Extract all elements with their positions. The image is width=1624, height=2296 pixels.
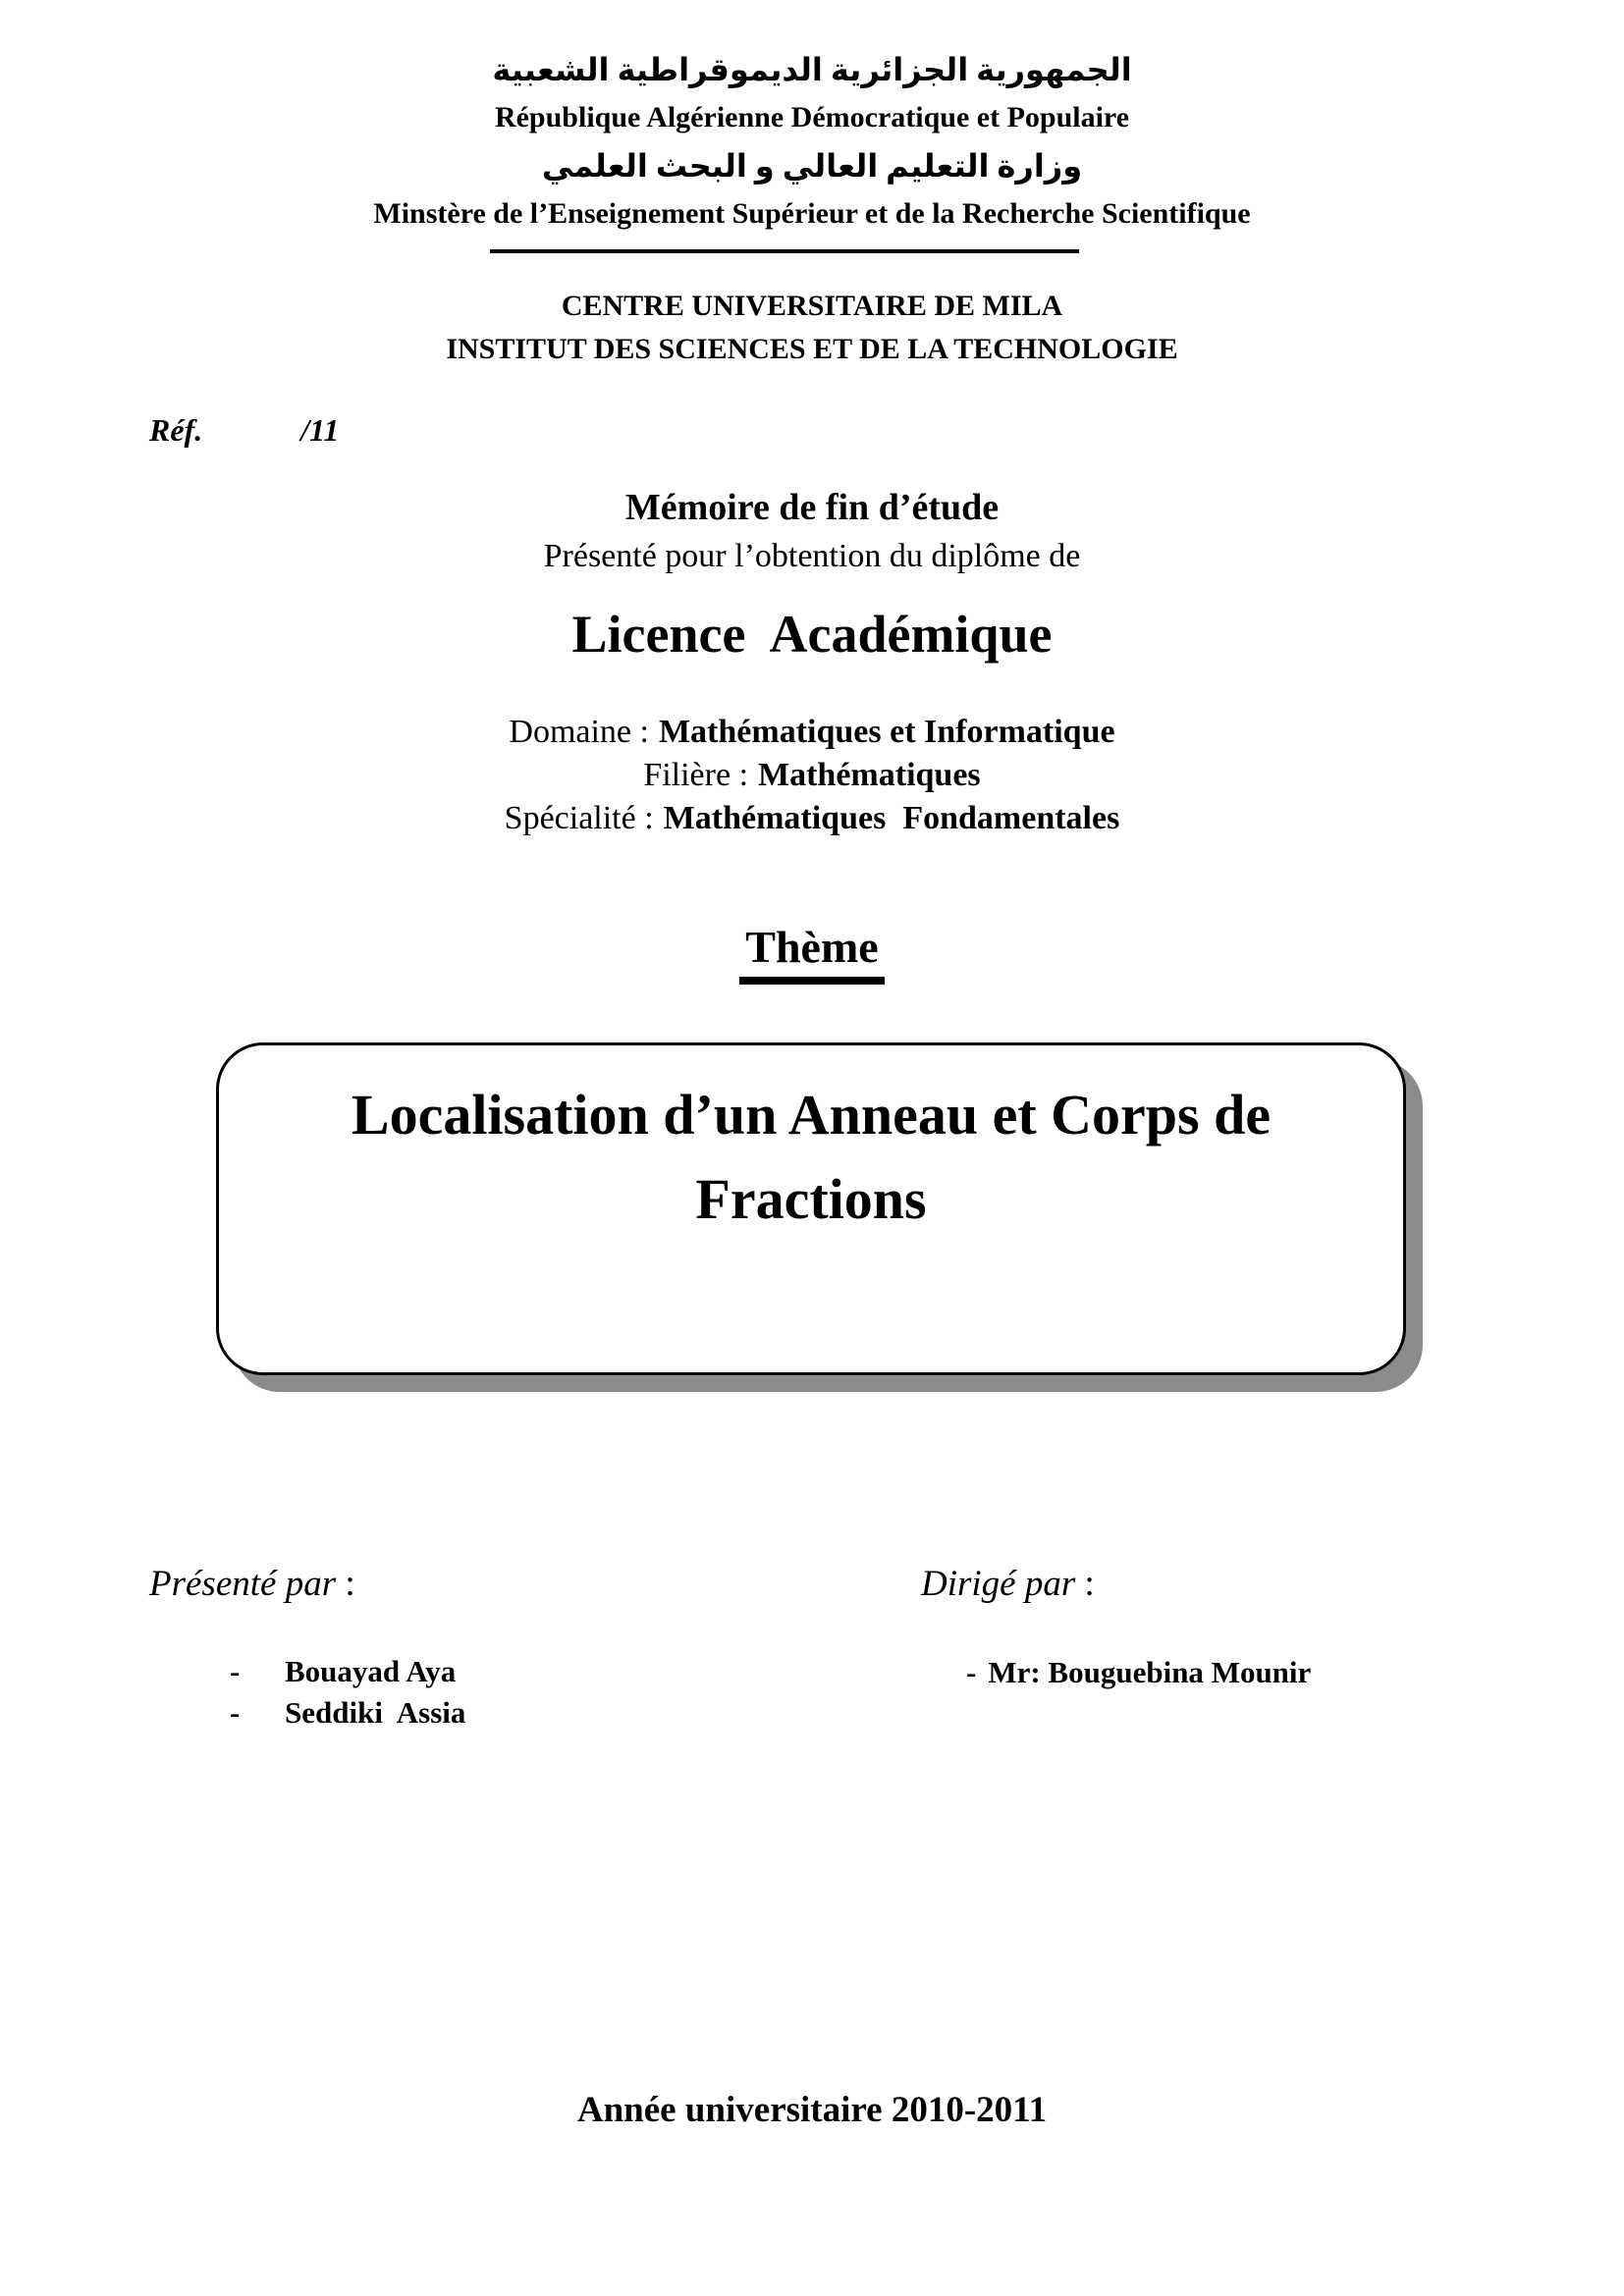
degree-block <box>0 604 1624 665</box>
footer-block <box>0 2089 1624 2131</box>
program-filiere-label: Filière : <box>643 757 749 793</box>
memoire-purpose: Présenté pour l’obtention du diplôme de <box>543 538 1081 574</box>
reference-line <box>149 412 339 449</box>
author-row <box>230 1692 465 1734</box>
thesis-title-line1: Localisation d’un Anneau et Corps de <box>351 1083 1272 1147</box>
directed-by-text: Dirigé par <box>921 1564 1076 1604</box>
academic-year: Année universitaire 2010-2011 <box>576 2090 1048 2130</box>
authors-list <box>230 1651 465 1734</box>
ministry-name-french: Minstère de l’Enseignement Supérieur et de la Recherche Scientifique <box>373 197 1251 230</box>
author-row <box>230 1651 465 1692</box>
supervisor-dash: - <box>966 1655 977 1689</box>
national-header <box>0 45 1624 253</box>
memoire-type: Mémoire de fin d’étude <box>624 487 1000 528</box>
program-specialite-row <box>0 797 1624 840</box>
author-dash: - <box>230 1695 241 1730</box>
directed-by-label <box>921 1563 1095 1605</box>
theme-heading-block <box>0 921 1624 985</box>
program-domain-value: Mathématiques et Informatique <box>658 714 1115 750</box>
author-name: Seddiki Assia <box>285 1695 466 1730</box>
supervisor-line <box>966 1655 1311 1690</box>
theme-heading: Thème <box>739 921 884 985</box>
republic-name-arabic: الجمهورية الجزائرية الديموقراطية الشعبية <box>492 52 1132 87</box>
reference-number: /11 <box>300 412 340 448</box>
author-dash: - <box>230 1654 241 1688</box>
memoire-block <box>0 481 1624 579</box>
program-domain-label: Domaine : <box>509 714 649 750</box>
institution-block <box>0 285 1624 371</box>
presented-by-label <box>149 1563 355 1605</box>
program-block <box>0 711 1624 840</box>
presented-by-colon: : <box>336 1564 355 1604</box>
republic-name-french: République Algérienne Démocratique et Populaire <box>494 101 1130 133</box>
author-name: Bouayad Aya <box>285 1654 457 1688</box>
directed-by-colon: : <box>1075 1564 1095 1604</box>
presented-by-text: Présenté par <box>149 1564 337 1604</box>
ministry-name-arabic: وزارة التعليم العالي و البحث العلمي <box>541 148 1083 184</box>
thesis-title-line2: Fractions <box>695 1167 927 1231</box>
program-specialite-value: Mathématiques Fondamentales <box>663 800 1120 836</box>
program-filiere-value: Mathématiques <box>758 757 981 793</box>
thesis-title-box <box>216 1042 1406 1375</box>
program-domain-row <box>0 711 1624 754</box>
degree-title: Licence Académique <box>571 605 1053 664</box>
supervisor-name: Mr: Bouguebina Mounir <box>988 1655 1312 1689</box>
institute-name: INSTITUT DES SCIENCES ET DE LA TECHNOLOGIE <box>446 333 1178 365</box>
university-name: CENTRE UNIVERSITAIRE DE MILA <box>561 290 1063 322</box>
header-divider-rule <box>490 249 1079 253</box>
reference-label: Réf. <box>149 412 203 448</box>
program-filiere-row <box>0 754 1624 797</box>
program-specialite-label: Spécialité : <box>504 800 654 836</box>
